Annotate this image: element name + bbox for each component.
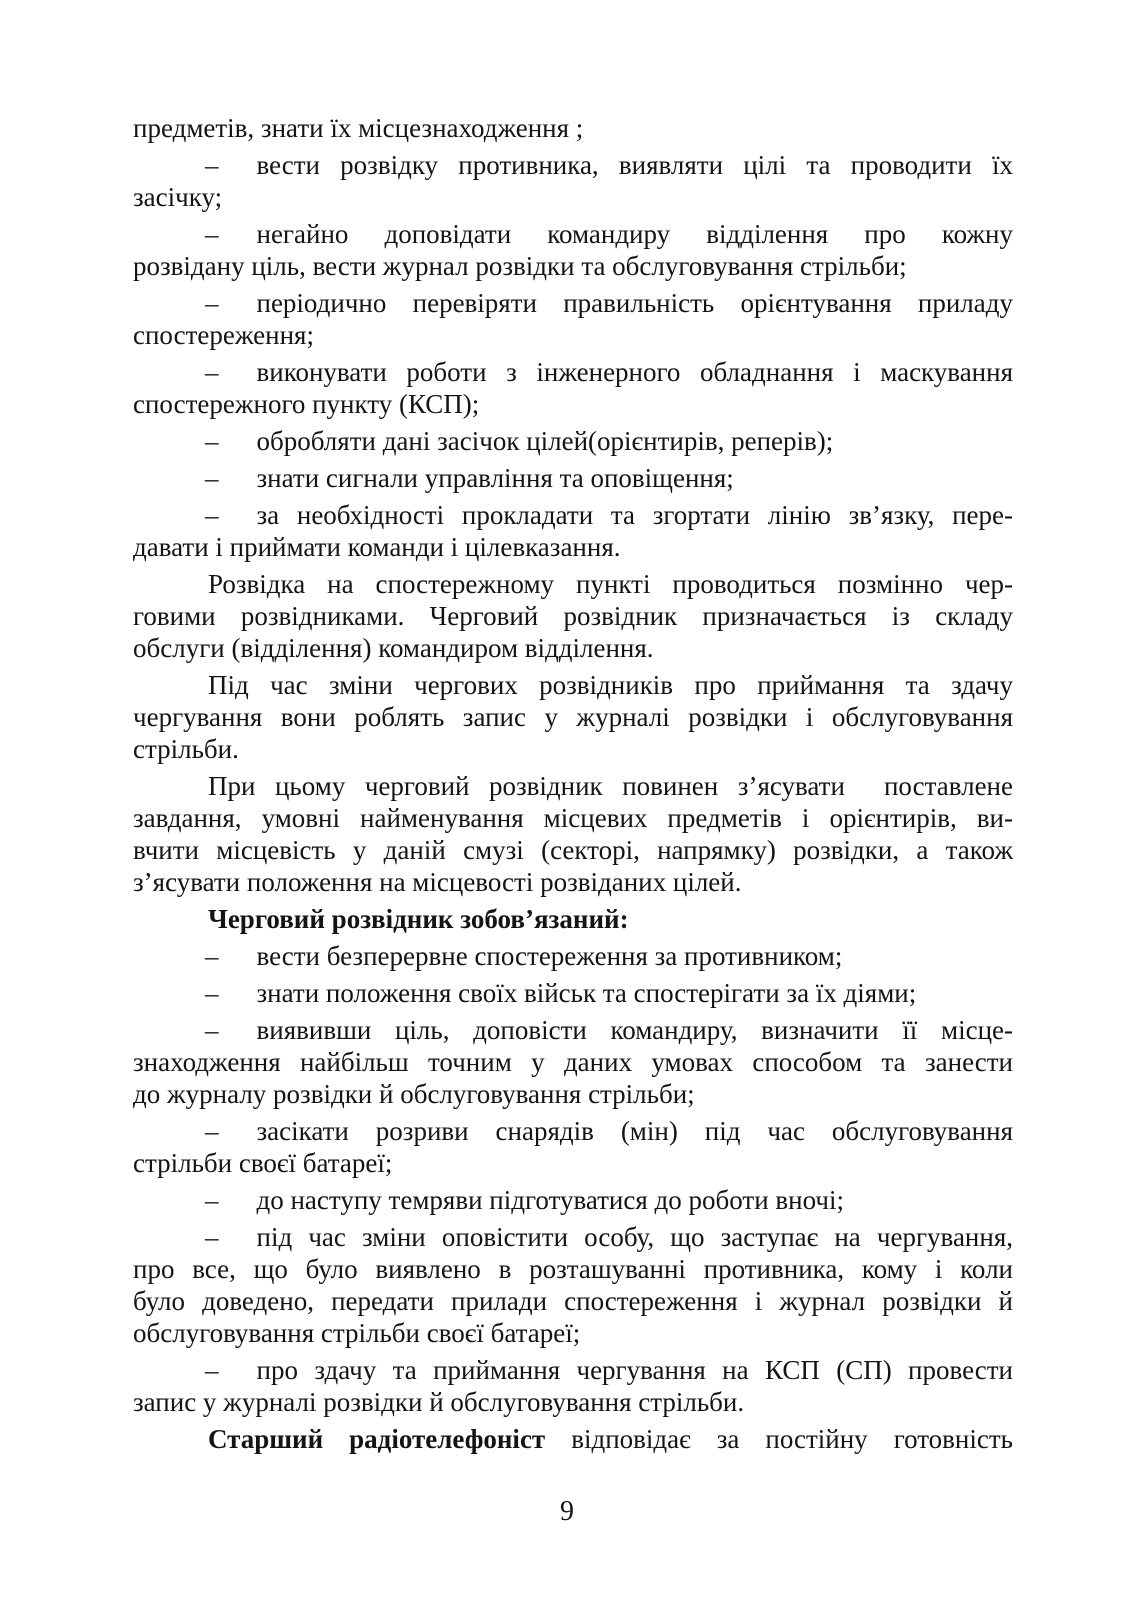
bullet-text: вести безперервне спостереження за противником;	[256, 941, 843, 971]
bullet-line	[133, 499, 1013, 531]
bullet-line	[133, 218, 1013, 250]
text-line: спостереження;	[133, 320, 314, 350]
bullet-text: знати положення своїх військ та спостерігати за їх діями;	[256, 978, 917, 1008]
bullet-dash: –	[205, 1222, 219, 1252]
text-block	[133, 112, 1013, 1455]
bullet-dash: –	[205, 941, 219, 971]
bullet-line	[133, 1184, 1013, 1216]
bullet-line	[133, 1014, 1013, 1046]
bullet-text: виконувати роботи з інженерного обладнання і маскування	[256, 357, 1013, 387]
bullet-text: знати сигнали управління та оповіщення;	[256, 463, 734, 493]
bullet-dash: –	[205, 150, 219, 180]
bullet-dash: –	[205, 978, 219, 1008]
text-line: предметів, знати їх місцезнаходження ;	[133, 113, 584, 143]
bullet-text: негайно доповідати командиру відділення про кожну	[256, 219, 1013, 249]
bullet-line	[133, 1354, 1013, 1386]
bullet-line	[133, 462, 1013, 494]
text-line: з’ясувати положення на місцевості розвіданих цілей.	[133, 867, 742, 897]
page-number: 9	[560, 1496, 574, 1527]
bullet-line	[133, 977, 1013, 1009]
text-line: завдання, умовні найменування місцевих предметів і орієнтирів, ви-	[133, 803, 1013, 833]
bullet-line	[133, 940, 1013, 972]
bullet-dash: –	[205, 426, 219, 456]
bullet-text: періодично перевіряти правильність орієнтування приладу	[256, 288, 1013, 318]
bullet-dash: –	[205, 1185, 219, 1215]
bullet-dash: –	[205, 463, 219, 493]
bullet-dash: –	[205, 1116, 219, 1146]
text-line: чергування вони роблять запис у журналі розвідки і обслуговування	[133, 702, 1013, 732]
bullet-dash: –	[205, 500, 219, 530]
bullet-text: про здачу та приймання чергування на КСП (СП) провести	[256, 1355, 1013, 1385]
text-line: давати і приймати команди і цілевказання.	[133, 532, 621, 562]
bullet-dash: –	[205, 1355, 219, 1385]
bullet-dash: –	[205, 219, 219, 249]
text-line: запис у журналі розвідки й обслуговування стрільби.	[133, 1387, 745, 1417]
paragraph-text: відповідає за постійну готовність	[571, 1424, 1013, 1454]
paragraph-first-line: Розвідка на спостережному пункті проводиться позмінно чер-	[208, 569, 1013, 599]
bullet-dash: –	[205, 1015, 219, 1045]
text-line: засічку;	[133, 182, 223, 212]
text-line: стрільби своєї батареї;	[133, 1148, 393, 1178]
bullet-line	[133, 287, 1013, 319]
text-line: стрільби.	[133, 734, 239, 764]
paragraph-lead-bold: Старший радіотелефоніст	[208, 1424, 546, 1454]
bullet-text: під час зміни оповістити особу, що заступає на чергування,	[256, 1222, 1013, 1252]
bullet-line	[133, 149, 1013, 181]
text-line: вчити місцевість у даній смузі (секторі, напрямку) розвідки, а також	[133, 835, 1013, 865]
text-line: говими розвідниками. Черговий розвідник призначається із складу	[133, 601, 1013, 631]
text-line: спостережного пункту (КСП);	[133, 389, 480, 419]
paragraph-first-line	[133, 1423, 1013, 1455]
text-line: обслуги (відділення) командиром відділення.	[133, 633, 654, 663]
bullet-text: до наступу темряви підготуватися до роботи вночі;	[256, 1185, 844, 1215]
bullet-line	[133, 356, 1013, 388]
bullet-text: обробляти дані засічок цілей(орієнтирів, реперів);	[256, 426, 834, 456]
bullet-line	[133, 425, 1013, 457]
bullet-dash: –	[205, 357, 219, 387]
paragraph-first-line: При цьому черговий розвідник повинен з’ясувати поставлене	[208, 771, 1013, 801]
paragraph-first-line: Під час зміни чергових розвідників про приймання та здачу	[208, 670, 1013, 700]
section-heading: Черговий розвідник зобов’язаний:	[208, 904, 629, 934]
text-line: про все, що було виявлено в розташуванні противника, кому і коли	[133, 1254, 1013, 1284]
text-line: було доведено, передати прилади спостереження і журнал розвідки й	[133, 1286, 1013, 1316]
bullet-line	[133, 1115, 1013, 1147]
bullet-text: засікати розриви снарядів (мін) під час обслуговування	[256, 1116, 1013, 1146]
text-line: до журналу розвідки й обслуговування стрільби;	[133, 1079, 695, 1109]
bullet-text: вести розвідку противника, виявляти цілі та проводити їх	[256, 150, 1013, 180]
bullet-line	[133, 1221, 1013, 1253]
text-line: знаходження найбільш точним у даних умовах способом та занести	[133, 1047, 1013, 1077]
bullet-dash: –	[205, 288, 219, 318]
bullet-text: виявивши ціль, доповісти командиру, визначити її місце-	[256, 1015, 1013, 1045]
bullet-text: за необхідності прокладати та згортати лінію зв’язку, пере-	[256, 500, 1013, 530]
text-line: розвідану ціль, вести журнал розвідки та обслуговування стрільби;	[133, 251, 907, 281]
text-line: обслуговування стрільби своєї батареї;	[133, 1318, 581, 1348]
